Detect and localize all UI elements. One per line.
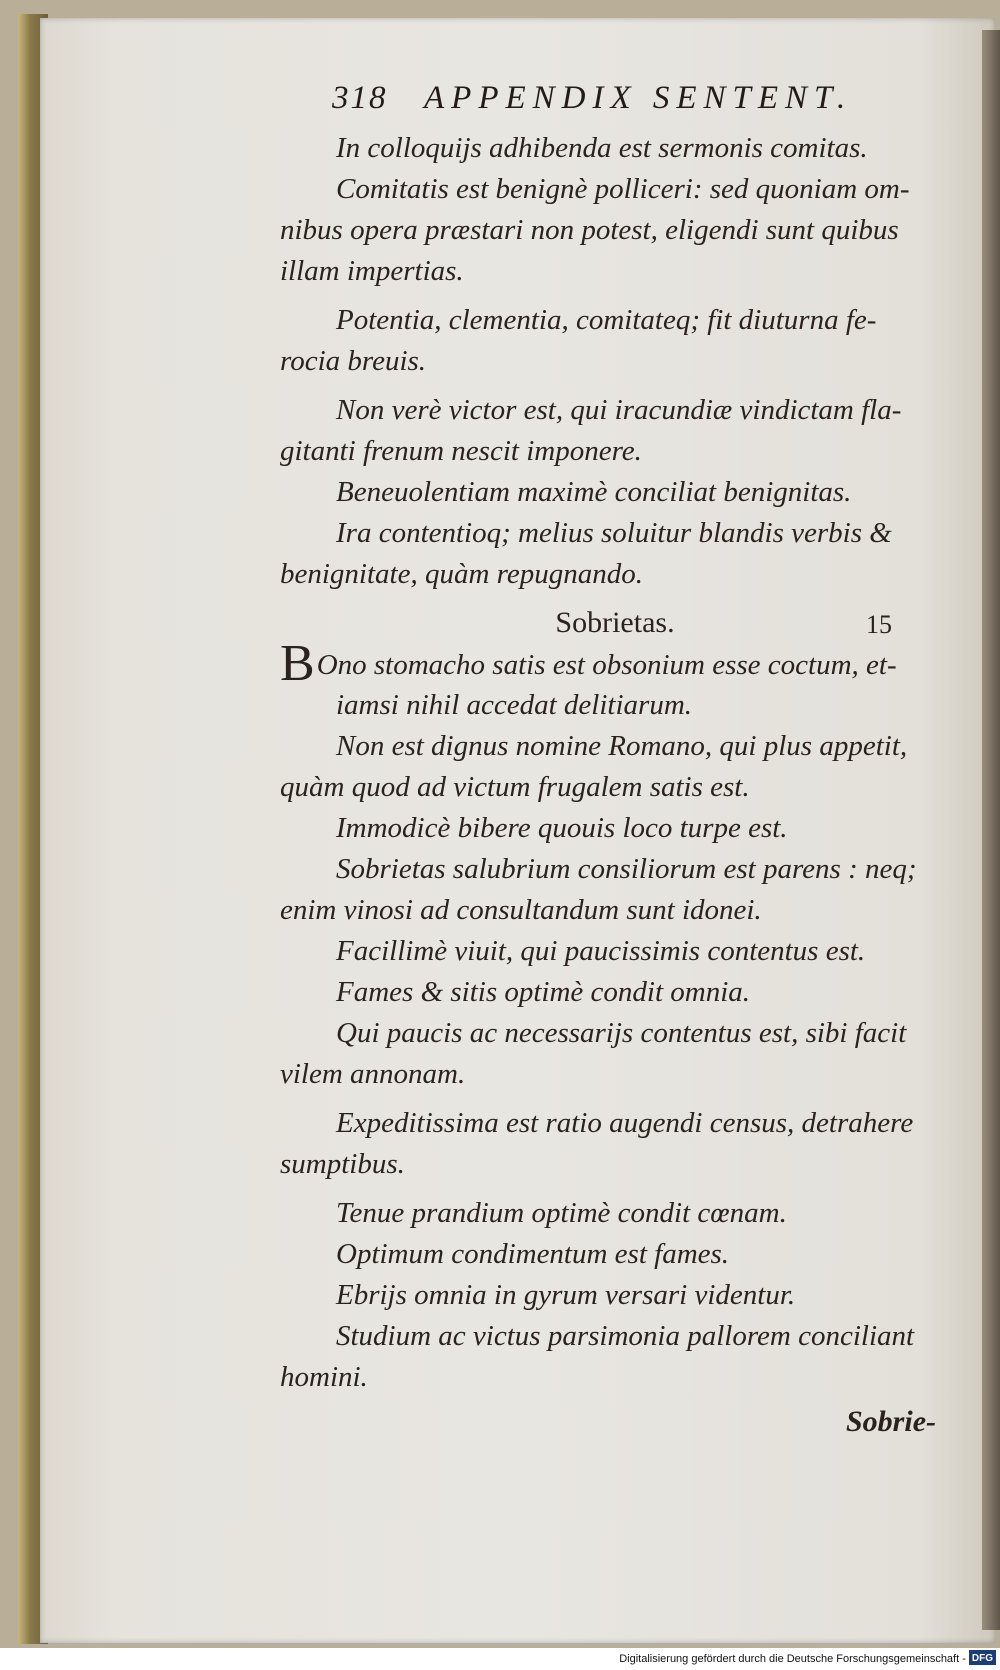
text-line: Optimum condimentum est fames. [336, 1238, 730, 1270]
text-line: quàm quod ad victum frugalem satis est. [280, 771, 750, 803]
text-line: Non est dignus nomine Romano, qui plus appetit, [336, 730, 908, 762]
section-heading [280, 601, 950, 644]
drop-cap: B [280, 635, 315, 692]
text-line: benignitate, quàm repugnando. [280, 558, 643, 590]
text-line: Sobrietas salubrium consiliorum est parens : neq; [336, 853, 917, 885]
text-line: Fames & sitis optimè condit omnia. [336, 976, 751, 1008]
page-fore-edge [982, 30, 1000, 1630]
text-line: Expeditissima est ratio augendi census, detrahere [336, 1107, 914, 1139]
text-line: Non verè victor est, qui iracundiæ vindictam fla- [336, 394, 902, 426]
footer-text: Digitalisierung gefördert durch die Deutsche Forschungsgemeinschaft - [619, 1653, 966, 1665]
text-line: rocia breuis. [280, 345, 427, 377]
text-line: enim vinosi ad consultandum sunt idonei. [280, 894, 762, 926]
text-line: Facillimè viuit, qui paucissimis contentus est. [336, 935, 866, 967]
text-line: Studium ac victus parsimonia pallorem conciliant [336, 1320, 915, 1352]
digitization-footer [0, 1650, 1000, 1670]
text-line: Beneuolentiam maximè conciliat benignitas. [336, 476, 852, 508]
text-line: homini. [280, 1361, 368, 1393]
page-text [280, 128, 950, 1398]
text-line: nibus opera præstari non potest, eligendi sunt quibus [280, 214, 899, 246]
section-number: 15 [866, 610, 892, 639]
text-line: In colloquijs adhibenda est sermonis comitas. [336, 132, 868, 164]
text-line: vilem annonam. [280, 1058, 466, 1090]
running-title: APPENDIX SENTENT. [424, 80, 853, 116]
text-line-first [280, 635, 950, 692]
text-line: Comitatis est benignè polliceri: sed quoniam om- [336, 173, 910, 205]
dfg-logo: DFG [969, 1650, 996, 1665]
catchword: Sobrie- [846, 1405, 936, 1438]
text-line-rest: Ono stomacho satis est obsonium esse coctum, et- [316, 649, 897, 681]
text-line: Potentia, clementia, comitateq; fit diuturna fe- [336, 304, 877, 336]
running-header [332, 80, 942, 126]
text-line: Ebrijs omnia in gyrum versari videntur. [336, 1279, 796, 1311]
text-line: sumptibus. [280, 1148, 405, 1180]
text-line: Tenue prandium optimè condit cœnam. [336, 1197, 787, 1229]
section-title: Sobrietas. [555, 606, 675, 639]
text-line: illam impertias. [280, 255, 464, 287]
text-line: Qui paucis ac necessarijs contentus est, sibi facit [336, 1017, 907, 1049]
text-line: iamsi nihil accedat delitiarum. [336, 689, 693, 721]
text-line: Immodicè bibere quouis loco turpe est. [336, 812, 788, 844]
text-line: Ira contentioq; melius soluitur blandis verbis & [336, 517, 892, 549]
page-number: 318 [332, 80, 388, 116]
text-line: gitanti frenum nescit imponere. [280, 435, 642, 467]
